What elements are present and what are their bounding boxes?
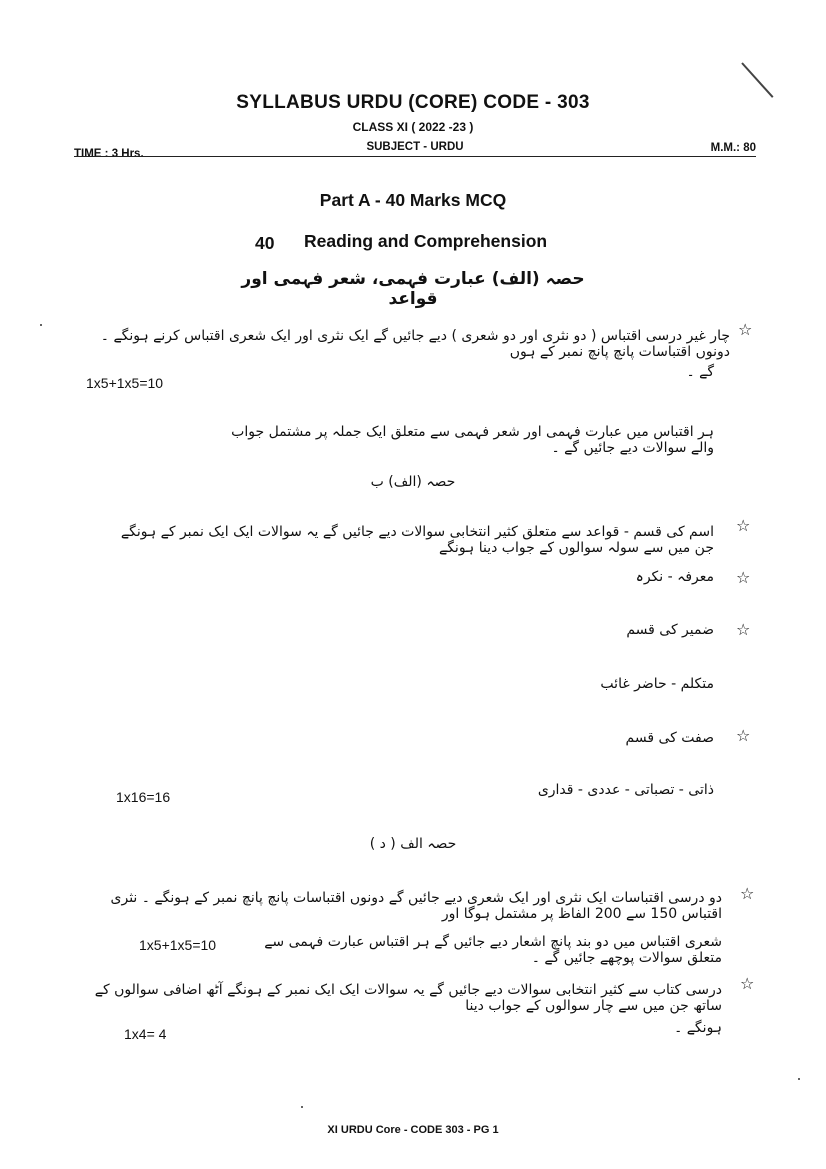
speck xyxy=(798,1078,800,1080)
paragraph-1-line-2: گے ۔ xyxy=(686,364,714,380)
star-bullet-icon: ☆ xyxy=(736,620,751,639)
star-bullet-icon: ☆ xyxy=(740,884,755,903)
paragraph-4-line-2: شعری اقتباس میں دو بند پانچ اشعار دیے جائیں گے ہر اقتباس عبارت فہمی سے متعلق سوالات پوچھے جائیں گے ۔ xyxy=(264,934,722,966)
sifat-marks: 1x16=16 xyxy=(116,789,171,805)
section-title: Reading and Comprehension xyxy=(304,231,548,251)
paragraph-3: اسم کی قسم - قواعد سے متعلق کثیر انتخابی سوالات دیے جائیں گے یہ سوالات ایک ایک نمبر کے ہونگے جن میں سے سولہ سوالوں کے جواب دینا ہونگے xyxy=(120,524,714,556)
part-heading: Part A - 40 Marks MCQ xyxy=(319,190,507,210)
zameer-detail: متکلم - حاضر غائب xyxy=(600,676,714,692)
star-bullet-icon: ☆ xyxy=(740,974,755,993)
paragraph-5-line-1: درسی کتاب سے کثیر انتخابی سوالات دیے جائیں گے یہ سوالات ایک ایک نمبر کے ہونگے آٹھ اضافی سوالوں کے ساتھ جن میں سے چار سوالوں کے جواب دینا xyxy=(94,982,722,1014)
sifat-detail: ذاتی - تصباتی - عددی - قداری xyxy=(537,782,714,798)
document-title: SYLLABUS URDU (CORE) CODE - 303 xyxy=(236,92,590,113)
section-number: 40 xyxy=(255,233,275,253)
paragraph-4-line-1: دو درسی اقتباسات ایک نثری اور ایک شعری دیے جائیں گے دونوں اقتباسات پانچ پانچ نمبر کے ہونگے ۔ نثری اقتباس 150 سے 200 الفاظ پر مشتمل ہوگا اور xyxy=(110,890,722,922)
bullet-sifat-ki-qism: صفت کی قسم xyxy=(625,730,714,746)
star-bullet-icon: ☆ xyxy=(736,726,751,745)
header-rule xyxy=(74,156,756,157)
class-line: CLASS XI ( 2022 -23 ) xyxy=(352,120,474,134)
subject-label: SUBJECT - URDU xyxy=(366,141,464,153)
speck xyxy=(40,324,42,326)
paragraph-5-line-2: ہونگے ۔ xyxy=(674,1020,722,1036)
bullet-zameer-ki-qism: ضمیر کی قسم xyxy=(626,622,714,638)
page-footer: XI URDU Core - CODE 303 - PG 1 xyxy=(327,1124,499,1136)
paragraph-4-marks: 1x5+1x5=10 xyxy=(139,937,217,953)
bullet-marfa-nakra: معرفہ - نکرہ xyxy=(635,569,714,585)
star-bullet-icon: ☆ xyxy=(736,568,751,587)
time-label: TIME : 3 Hrs. xyxy=(74,148,144,160)
subsection-heading-a-b: حصہ (الف) ب xyxy=(370,474,456,490)
subsection-heading-a-d: حصہ الف ( د ) xyxy=(369,836,457,852)
urdu-section-heading: حصہ (الف) عبارت فہمی، شعر فہمی اور قواعد xyxy=(241,269,585,309)
paragraph-1-marks: 1x5+1x5=10 xyxy=(86,375,164,391)
speck xyxy=(301,1106,303,1108)
star-bullet-icon: ☆ xyxy=(738,320,753,339)
paragraph-1-line-1: چار غیر درسی اقتباس ( دو نثری اور دو شعری ) دیے جائیں گے ایک نثری اور ایک شعری اقتباس کرنے ہونگے ۔ دونوں اقتباسات پانچ پانچ نمبر کے ہوں xyxy=(100,328,730,360)
paragraph-2: ہر اقتباس میں عبارت فہمی اور شعر فہمی سے متعلق ایک جملہ پر مشتمل جواب والے سوالات دیے جائیں گے ۔ xyxy=(231,424,714,456)
header-rule-row xyxy=(74,140,756,160)
max-marks-label: M.M.: 80 xyxy=(710,142,756,154)
paragraph-5-marks: 1x4= 4 xyxy=(124,1026,167,1042)
star-bullet-icon: ☆ xyxy=(736,516,751,535)
